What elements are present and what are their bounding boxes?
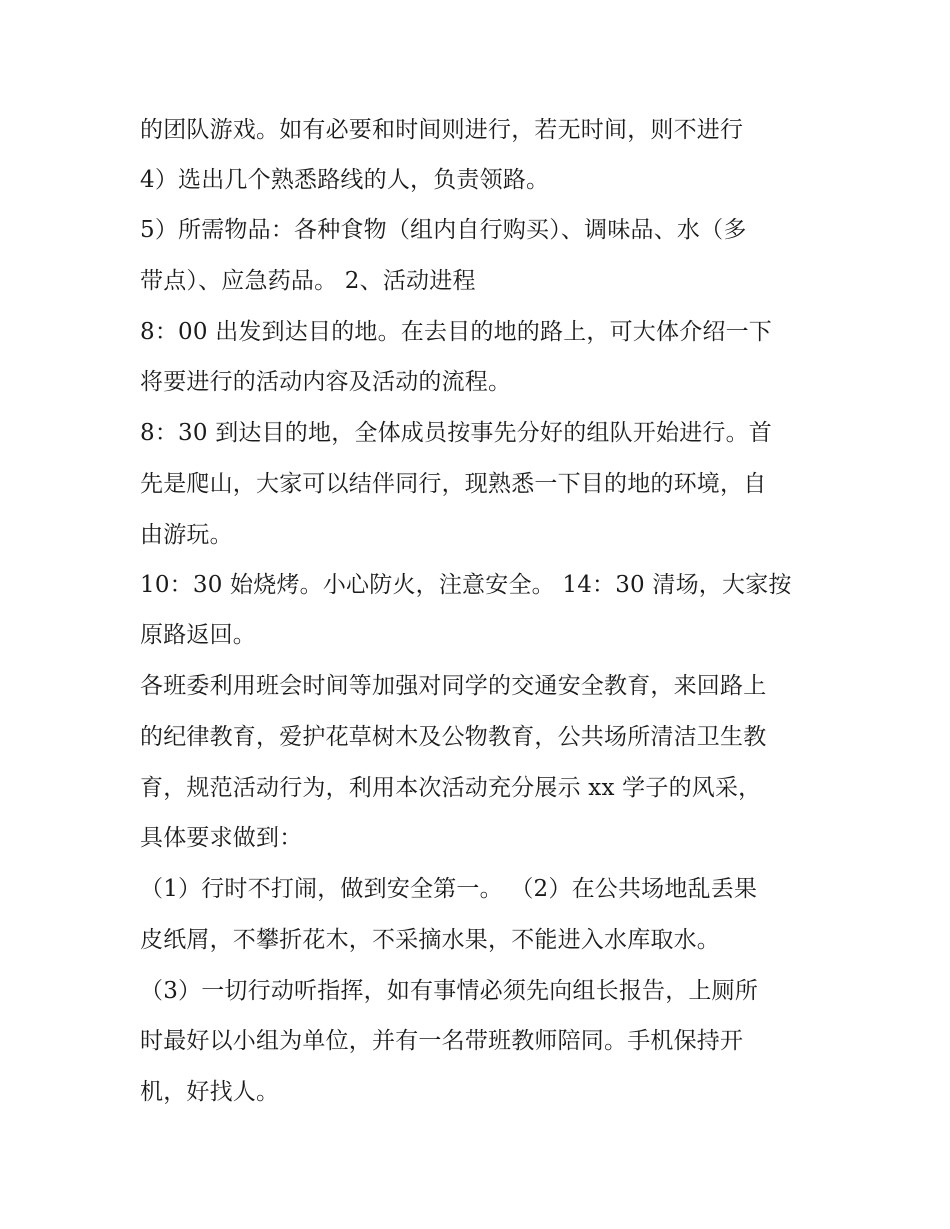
text-line: 将要进行的活动内容及活动的流程。 xyxy=(140,369,512,395)
text-line: 8：00 出发到达目的地。在去目的地的路上，可大体介绍一下 xyxy=(140,319,773,345)
text-line: 先是爬山，大家可以结伴同行，现熟悉一下目的地的环境，自 xyxy=(140,471,767,497)
text-line: 时最好以小组为单位，并有一名带班教师陪同。手机保持开 xyxy=(140,1028,744,1054)
text-line: 的纪律教育，爱护花草树木及公物教育，公共场所清洁卫生教 xyxy=(140,724,767,750)
text-line: 4）选出几个熟悉路线的人，负责领路。 xyxy=(140,167,550,193)
text-line: 育，规范活动行为，利用本次活动充分展示 xx 学子的风采， xyxy=(140,775,762,801)
text-line: 皮纸屑，不攀折花木，不采摘水果，不能进入水库取水。 xyxy=(140,927,720,953)
text-line: 的团队游戏。如有必要和时间则进行，若无时间，则不进行 xyxy=(140,117,744,143)
text-line: 由游玩。 xyxy=(140,522,233,548)
text-line: 原路返回。 xyxy=(140,622,256,648)
text-line: 5）所需物品：各种食物（组内自行购买）、调味品、水（多 xyxy=(140,217,747,243)
text-line: 机，好找人。 xyxy=(140,1079,280,1105)
text-line: 带点）、应急药品。 2、活动进程 xyxy=(140,268,476,294)
text-line: 8：30 到达目的地，全体成员按事先分好的组队开始进行。首 xyxy=(140,420,773,446)
text-line: （3）一切行动听指挥，如有事情必须先向组长报告，上厕所 xyxy=(140,978,759,1004)
text-line: 具体要求做到： xyxy=(140,825,303,851)
text-line: 各班委利用班会时间等加强对同学的交通安全教育，来回路上 xyxy=(140,673,767,699)
text-line: （1）行时不打闹，做到安全第一。 （2）在公共场地乱丢果 xyxy=(140,876,758,902)
text-line: 10：30 始烧烤。小心防火，注意安全。 14：30 清场，大家按 xyxy=(140,572,792,598)
